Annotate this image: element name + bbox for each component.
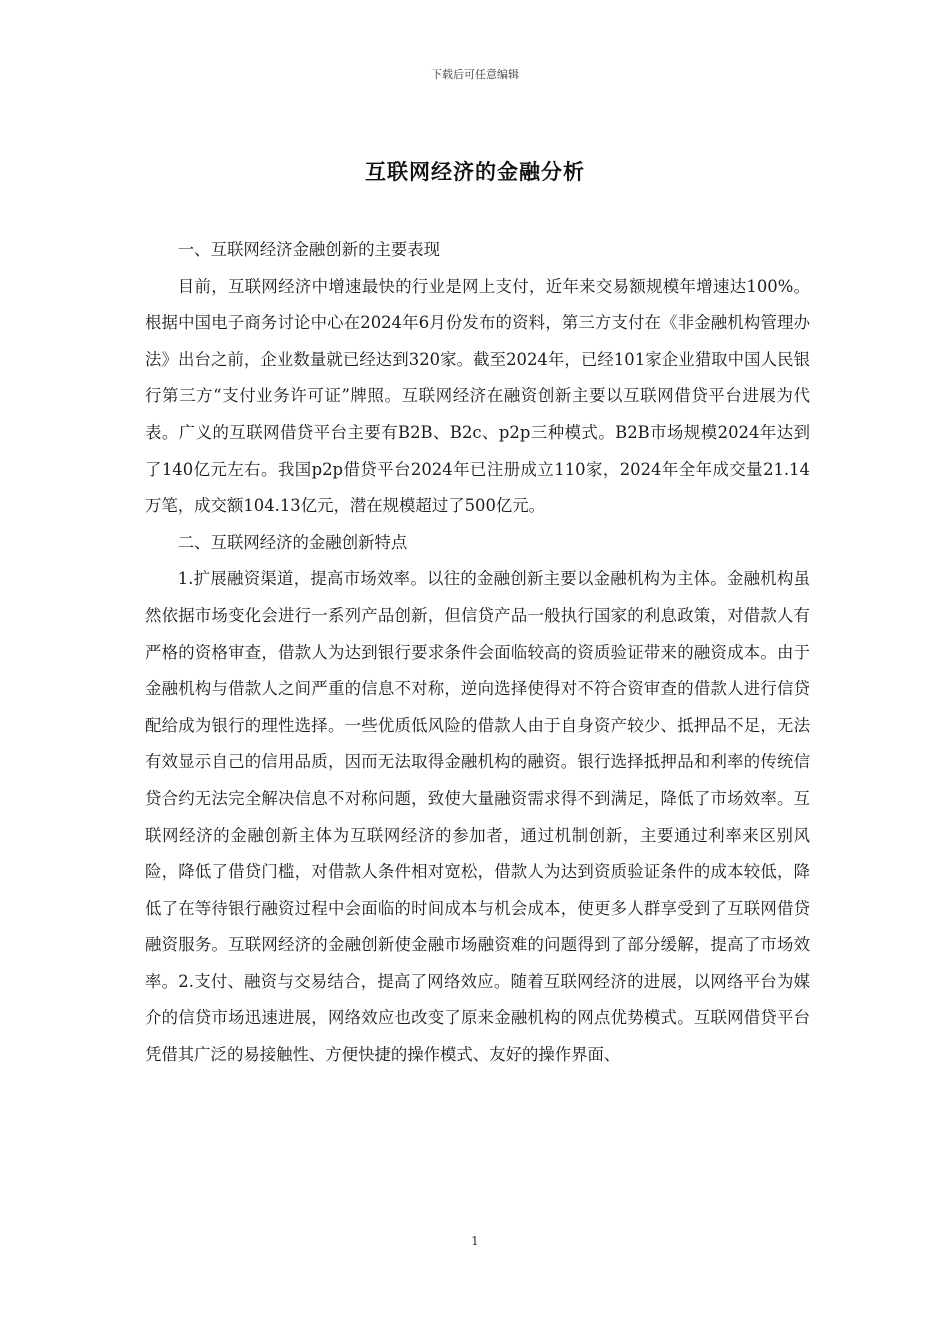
paragraph-2: 1.扩展融资渠道，提高市场效率。以往的金融创新主要以金融机构为主体。金融机构虽然依据市场变化会进行一系列产品创新，但信贷产品一般执行国家的利息政策，对借款人有严格的资格审查，借款人为达到银行要求条件会面临较高的资质验证带来的融资成本。由于金融机构与借款人之间严重的信息不对称，逆向选择使得对不符合资审查的借款人进行信贷配给成为银行的理性选择。一些优质低风险的借款人由于自身资产较少、抵押品不足，无法有效显示自己的信用品质，因而无法取得金融机构的融资。银行选择抵押品和利率的传统信贷合约无法完全解决信息不对称问题，致使大量融资需求得不到满足，降低了市场效率。互联网经济的金融创新主体为互联网经济的参加者，通过机制创新，主要通过利率来区别风险，降低了借贷门槛，对借款人条件相对宽松，借款人为达到资质验证条件的成本较低，降低了在等待银行融资过程中会面临的时间成本与机会成本，使更多人群享受到了互联网借贷融资服务。互联网经济的金融创新使金融市场融资难的问题得到了部分缓解，提高了市场效率。2.支付、融资与交易结合，提高了网络效应。随着互联网经济的进展，以网络平台为媒介的信贷市场迅速进展，网络效应也改变了原来金融机构的网点优势模式。互联网借贷平台凭借其广泛的易接触性、方便快捷的操作模式、友好的操作界面、 [145, 569, 810, 1065]
document-body [145, 232, 810, 1074]
page-number: 1 [471, 1234, 479, 1248]
section-heading-2: 二、互联网经济的金融创新特点 [177, 532, 408, 552]
page-title: 互联网经济的金融分析 [365, 160, 585, 184]
paragraph-1: 目前，互联网经济中增速最快的行业是网上支付，近年来交易额规模年增速达100%。根据中国电子商务讨论中心在2024年6月份发布的资料，第三方支付在《非金融机构管理办法》出台之前，企业数量就已经达到320家。截至2024年，已经101家企业猎取中国人民银行第三方“支付业务许可证”牌照。互联网经济在融资创新主要以互联网借贷平台进展为代表。广义的互联网借贷平台主要有B2B、B2c、p2p三种模式。B2B市场规模2024年达到了140亿元左右。我国p2p借贷平台2024年已注册成立110家，2024年全年成交量21.14万笔，成交额104.13亿元，潜在规模超过了500亿元。 [145, 276, 810, 516]
section-heading-1: 一、互联网经济金融创新的主要表现 [177, 240, 441, 259]
header-note: 下载后可任意编辑 [431, 68, 519, 81]
